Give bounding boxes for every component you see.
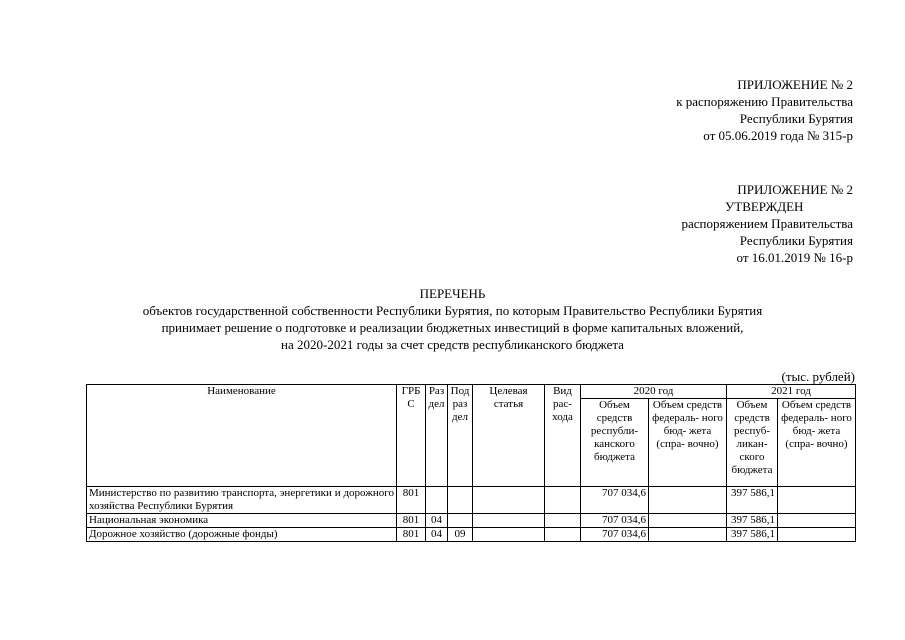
row-name: Дорожное хозяйство (дорожные фонды) xyxy=(87,528,397,542)
header-year-2020: 2020 год xyxy=(581,385,727,399)
row-2021-republic: 397 586,1 xyxy=(727,487,778,514)
approved-date: от 16.01.2019 № 16-р xyxy=(736,250,853,265)
units-label: (тыс. рублей) xyxy=(781,369,855,384)
row-name: Национальная экономика xyxy=(87,514,397,528)
row-razdel: 04 xyxy=(426,528,448,542)
document-subtitle-line3: на 2020-2021 годы за счет средств республиканского бюджета xyxy=(281,337,624,352)
row-target xyxy=(473,528,545,542)
header-grbs: ГРБ С xyxy=(397,385,426,487)
row-podrazdel xyxy=(448,514,473,528)
objects-table xyxy=(86,384,856,542)
row-target xyxy=(473,487,545,514)
appendix-block-original xyxy=(681,181,853,266)
row-2020-republic: 707 034,6 xyxy=(581,528,649,542)
table-row xyxy=(87,528,856,542)
approved-by: распоряжением Правительства xyxy=(681,216,853,231)
row-target xyxy=(473,514,545,528)
document-heading: ПЕРЕЧЕНЬ xyxy=(419,286,486,301)
appendix-ref: к распоряжению Правительства xyxy=(676,94,853,109)
header-name: Наименование xyxy=(87,385,397,487)
row-2021-federal xyxy=(778,487,856,514)
header-year-2021: 2021 год xyxy=(727,385,856,399)
row-podrazdel: 09 xyxy=(448,528,473,542)
row-podrazdel xyxy=(448,487,473,514)
row-razdel: 04 xyxy=(426,514,448,528)
row-2020-federal xyxy=(649,514,727,528)
row-razdel xyxy=(426,487,448,514)
document-subtitle-line2: принимает решение о подготовке и реализации бюджетных инвестиций в форме капитальных вложений, xyxy=(161,320,744,335)
row-grbs: 801 xyxy=(397,514,426,528)
row-2021-republic: 397 586,1 xyxy=(727,528,778,542)
document-subtitle-line1: объектов государственной собственности Республики Бурятия, по которым Правительство Республики Бурятия xyxy=(142,303,763,318)
table-row xyxy=(87,487,856,514)
approved-republic: Республики Бурятия xyxy=(739,233,853,248)
header-2021-republic: Объем средств респуб- ликан- ского бюджета xyxy=(727,399,778,487)
table-row xyxy=(87,514,856,528)
row-vid xyxy=(545,514,581,528)
row-name: Министерство по развитию транспорта, энергетики и дорожного хозяйства Республики Бурятия xyxy=(87,487,397,514)
header-2020-republic: Объем средств республи- канского бюджета xyxy=(581,399,649,487)
appendix-date: от 05.06.2019 года № 315-р xyxy=(703,128,853,143)
header-podrazdel: Под раз дел xyxy=(448,385,473,487)
row-grbs: 801 xyxy=(397,528,426,542)
appendix-number: ПРИЛОЖЕНИЕ № 2 xyxy=(737,182,853,197)
row-2021-republic: 397 586,1 xyxy=(727,514,778,528)
appendix-block-current xyxy=(676,76,853,144)
appendix-number: ПРИЛОЖЕНИЕ № 2 xyxy=(737,77,853,92)
row-2021-federal xyxy=(778,528,856,542)
approved-label: УТВЕРЖДЕН xyxy=(725,199,804,214)
row-2020-federal xyxy=(649,487,727,514)
row-2020-republic: 707 034,6 xyxy=(581,514,649,528)
row-vid xyxy=(545,528,581,542)
header-razdel: Раз дел xyxy=(426,385,448,487)
row-2020-republic: 707 034,6 xyxy=(581,487,649,514)
row-grbs: 801 xyxy=(397,487,426,514)
row-2021-federal xyxy=(778,514,856,528)
row-2020-federal xyxy=(649,528,727,542)
row-vid xyxy=(545,487,581,514)
header-2020-federal: Объем средств федераль- ного бюд- жета (спра- вочно) xyxy=(649,399,727,487)
header-target: Целевая статья xyxy=(473,385,545,487)
appendix-republic: Республики Бурятия xyxy=(739,111,853,126)
header-vid: Вид рас- хода xyxy=(545,385,581,487)
header-2021-federal: Объем средств федераль- ного бюд- жета (спра- вочно) xyxy=(778,399,856,487)
